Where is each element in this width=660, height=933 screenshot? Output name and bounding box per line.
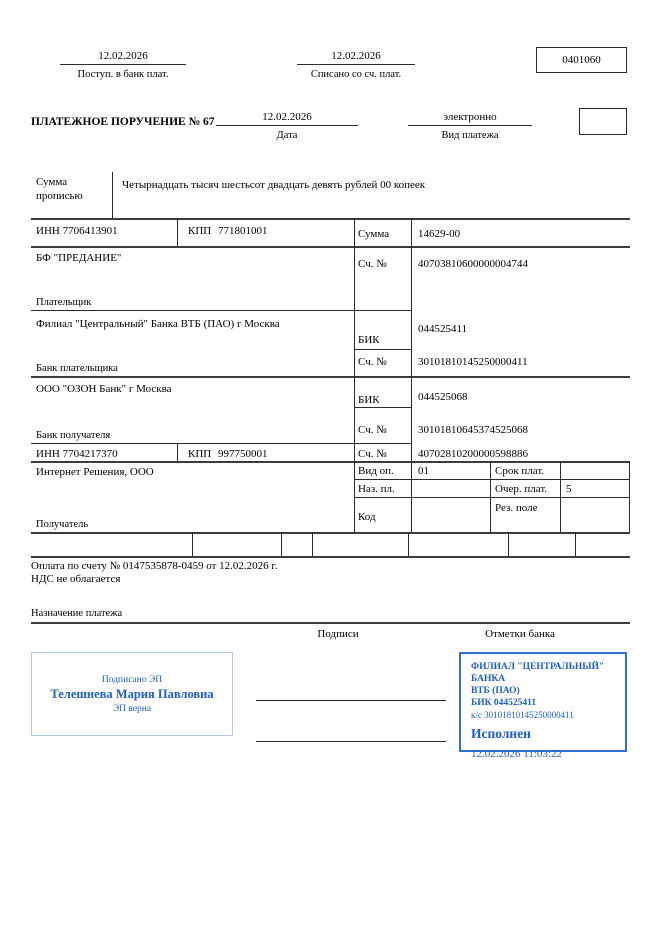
payer-bank-bik: 044525411 [418,323,468,335]
amount-words-label-2: прописью [36,190,83,202]
amount-words-divider [112,172,113,218]
payee-section-label: Получатель [36,519,89,530]
payee-bank-bik-label: БИК [358,394,380,406]
priority-value: 5 [566,483,572,495]
payee-account-label: Сч. № [358,448,387,460]
purpose-line-1: Оплата по счету № 0147535878-0459 от 12.02.2026 г. [31,560,278,572]
payee-kpp-value: 997750001 [218,448,268,460]
purpose-code-label: Наз. пл. [358,483,395,495]
payer-account-label: Сч. № [358,258,387,270]
grid-line [177,218,178,246]
received-in-bank-label: Поступ. в банк плат. [77,69,169,80]
payee-bank-account: 30101810645374525068 [418,424,528,436]
grid-line [354,218,355,532]
op-type-value: 01 [418,465,429,477]
amount-words-label-1: Сумма [36,176,68,188]
purpose-line-2: НДС не облагается [31,573,121,585]
payer-account: 40703810600000004744 [418,258,528,270]
debited-from-account-label: Списано со сч. плат. [310,69,402,80]
priority-label: Очер. плат. [495,483,548,495]
payment-kind-label: Вид платежа [441,130,499,141]
grid-line [31,532,630,534]
grid-line [31,246,630,248]
purpose-underline [31,622,630,624]
bank-stamp-line-4: к/с 30101810145250000411 [471,710,574,720]
grid-line [490,461,491,532]
bank-stamp-line-3: БИК 044525411 [471,698,537,708]
status-code-box [579,108,627,135]
amount-in-words: Четырнадцать тысяч шестьсот двадцать девять рублей 00 копеек [122,179,426,191]
grid-line [31,461,630,463]
code-label: Код [358,511,376,523]
esign-stamp-top: Подписано ЭП [101,674,163,685]
signatures-header: Подписи [317,628,359,640]
sum-label: Сумма [358,228,390,240]
payer-inn: ИНН 7706413901 [36,225,118,237]
debited-from-account-date: 12.02.2026 [297,50,415,65]
bank-stamp-line-2: ВТБ (ПАО) [471,686,520,696]
grid-line [31,218,630,220]
date-field-label: Дата [276,130,298,141]
sum-value: 14629-00 [418,228,461,240]
grid-line [560,461,561,532]
payee-inn: ИНН 7704217370 [36,448,118,460]
op-type-label: Вид оп. [358,465,394,477]
form-code-box: 0401060 [536,47,627,73]
grid-line [312,532,313,556]
payment-kind-field: электронно [408,111,532,126]
purpose-section-label: Назначение платежа [31,608,123,619]
bank-stamp-line-1: ФИЛИАЛ "ЦЕНТРАЛЬНЫЙ" БАНКА [471,662,605,684]
payee-kpp-label: КПП [188,448,212,460]
grid-line [31,556,630,558]
bank-stamp [459,652,627,760]
grid-line [354,407,411,408]
payee-bank-name: ООО "ОЗОН Банк" г Москва [36,383,172,395]
payee-bank-section-label: Банк получателя [36,430,111,441]
esign-stamp [31,652,233,736]
signature-line-2 [256,741,446,742]
grid-line [281,532,282,556]
grid-line [408,532,409,556]
bank-stamp-status: Исполнен [471,726,531,741]
received-in-bank-date: 12.02.2026 [60,50,186,65]
payer-name: БФ "ПРЕДАНИЕ" [36,252,122,264]
bank-marks-header: Отметки банка [485,628,555,640]
grid-line [629,461,630,532]
payer-kpp-label: КПП [188,225,212,237]
payer-kpp-value: 771801001 [218,225,268,237]
grid-line [575,532,576,556]
signature-line-1 [256,700,446,701]
due-date-label: Срок плат. [495,465,545,477]
payer-bank-account: 30101810145250000411 [418,356,528,368]
grid-line [31,376,630,378]
esign-stamp-bottom: ЭП верна [112,703,152,714]
grid-line [192,532,193,556]
bank-stamp-datetime: 12.02.2026 11:03:22 [471,748,562,760]
payer-bank-bik-label: БИК [358,334,380,346]
payee-bank-bik: 044525068 [418,391,468,403]
payer-bank-name: Филиал "Центральный" Банка ВТБ (ПАО) г Москва [36,318,280,330]
reserve-field-label: Рез. поле [495,502,538,514]
grid-line [354,497,630,498]
grid-line [177,443,178,461]
payer-section-label: Плательщик [36,297,92,308]
payee-bank-account-label: Сч. № [358,424,387,436]
grid-line [508,532,509,556]
payment-order-title: ПЛАТЕЖНОЕ ПОРУЧЕНИЕ № 67 [31,116,215,128]
date-field: 12.02.2026 [216,111,358,126]
grid-line [354,349,411,350]
payer-bank-section-label: Банк плательщика [36,363,118,374]
payee-account: 40702810200000598886 [418,448,528,460]
payer-bank-account-label: Сч. № [358,356,387,368]
grid-line [411,218,412,532]
grid-line [354,479,630,480]
esign-stamp-name: Телешнева Мария Павловна [50,686,214,701]
payee-name: Интернет Решения, ООО [36,466,154,478]
